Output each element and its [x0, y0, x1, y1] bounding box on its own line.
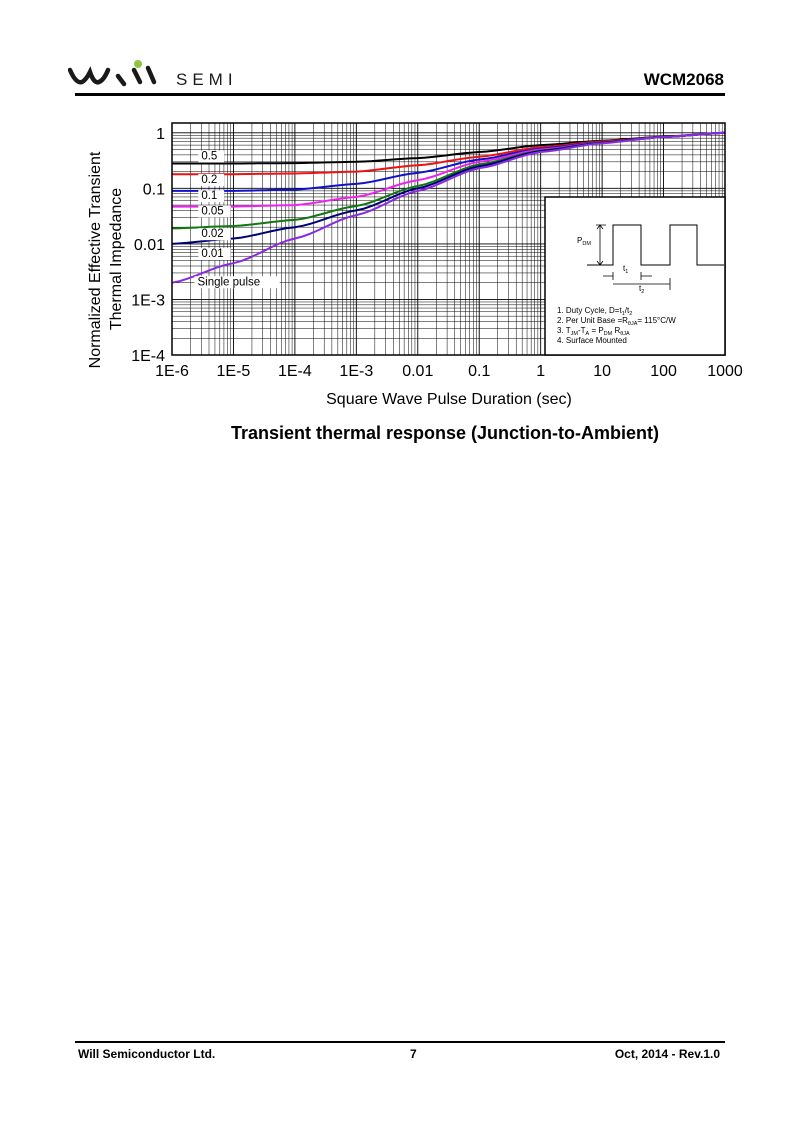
x-axis-label: Square Wave Pulse Duration (sec) [326, 391, 572, 408]
curve-label: 0.5 [201, 150, 218, 163]
curve-label: Single pulse [197, 276, 261, 289]
curve-label: 0.1 [201, 190, 218, 203]
y-tick-label: 1E-4 [131, 348, 165, 365]
inset-note-2: 2. Per Unit Base $=R_{\theta JA}= 115^\circ C/W$ [557, 316, 676, 327]
y-tick-label: 0.1 [142, 181, 165, 199]
x-tick-label: 1000 [707, 363, 743, 380]
series-line-0.05 [172, 133, 725, 207]
x-tick-label: 100 [650, 363, 677, 380]
curve-label: 0.2 [201, 173, 218, 186]
y-axis-label-line2: Thermal Impedance [108, 187, 125, 331]
t2-label: $t_2$ [639, 284, 645, 295]
curve-label: 0.05 [201, 205, 224, 218]
footer-page-number: 7 [410, 1047, 417, 1061]
x-tick-label: 1 [536, 363, 546, 380]
y-tick-label: 1 [156, 125, 165, 143]
y-axis-label-line1: Normalized Effective Transient [87, 151, 104, 369]
footer-rule [75, 1041, 725, 1043]
figure-caption: Transient thermal response (Junction-to-Ambient) [230, 423, 660, 443]
pdm-label: $P_{DM}$ [577, 236, 591, 247]
duty-cycle-inset [545, 197, 725, 355]
x-tick-label: 1E-4 [277, 363, 312, 380]
x-tick-label: 10 [593, 363, 612, 380]
inset-note-1: 1. Duty Cycle, $D=t_1/t_2$ [557, 306, 633, 317]
footer-company: Will Semiconductor Ltd. [78, 1047, 216, 1061]
inset-note-4: 4. Surface Mounted [557, 336, 627, 345]
x-tick-labels [155, 363, 743, 380]
curve-label: 0.01 [201, 248, 224, 261]
x-tick-label: 1E-3 [339, 363, 374, 380]
inset-note-3: 3. $T_{JM}-T_A = P_{DM}$ $R_{\theta JA}$ [557, 326, 630, 337]
transient-thermal-chart [0, 0, 800, 450]
x-tick-label: 0.01 [402, 363, 434, 380]
y-tick-labels [131, 126, 165, 365]
x-tick-label: 1E-6 [155, 363, 189, 380]
t1-label: $t_1$ [623, 264, 629, 275]
curve-label: 0.02 [201, 228, 224, 241]
brand-text: SEMI [176, 70, 238, 89]
y-tick-label: 1E-3 [131, 292, 165, 310]
part-number: WCM2068 [643, 70, 724, 89]
x-tick-label: 1E-5 [216, 363, 251, 380]
footer-date-revision: Oct, 2014 - Rev.1.0 [614, 1047, 720, 1061]
curve-labels [194, 151, 279, 289]
x-tick-label: 0.1 [468, 363, 491, 380]
y-tick-label: 0.01 [133, 236, 165, 254]
